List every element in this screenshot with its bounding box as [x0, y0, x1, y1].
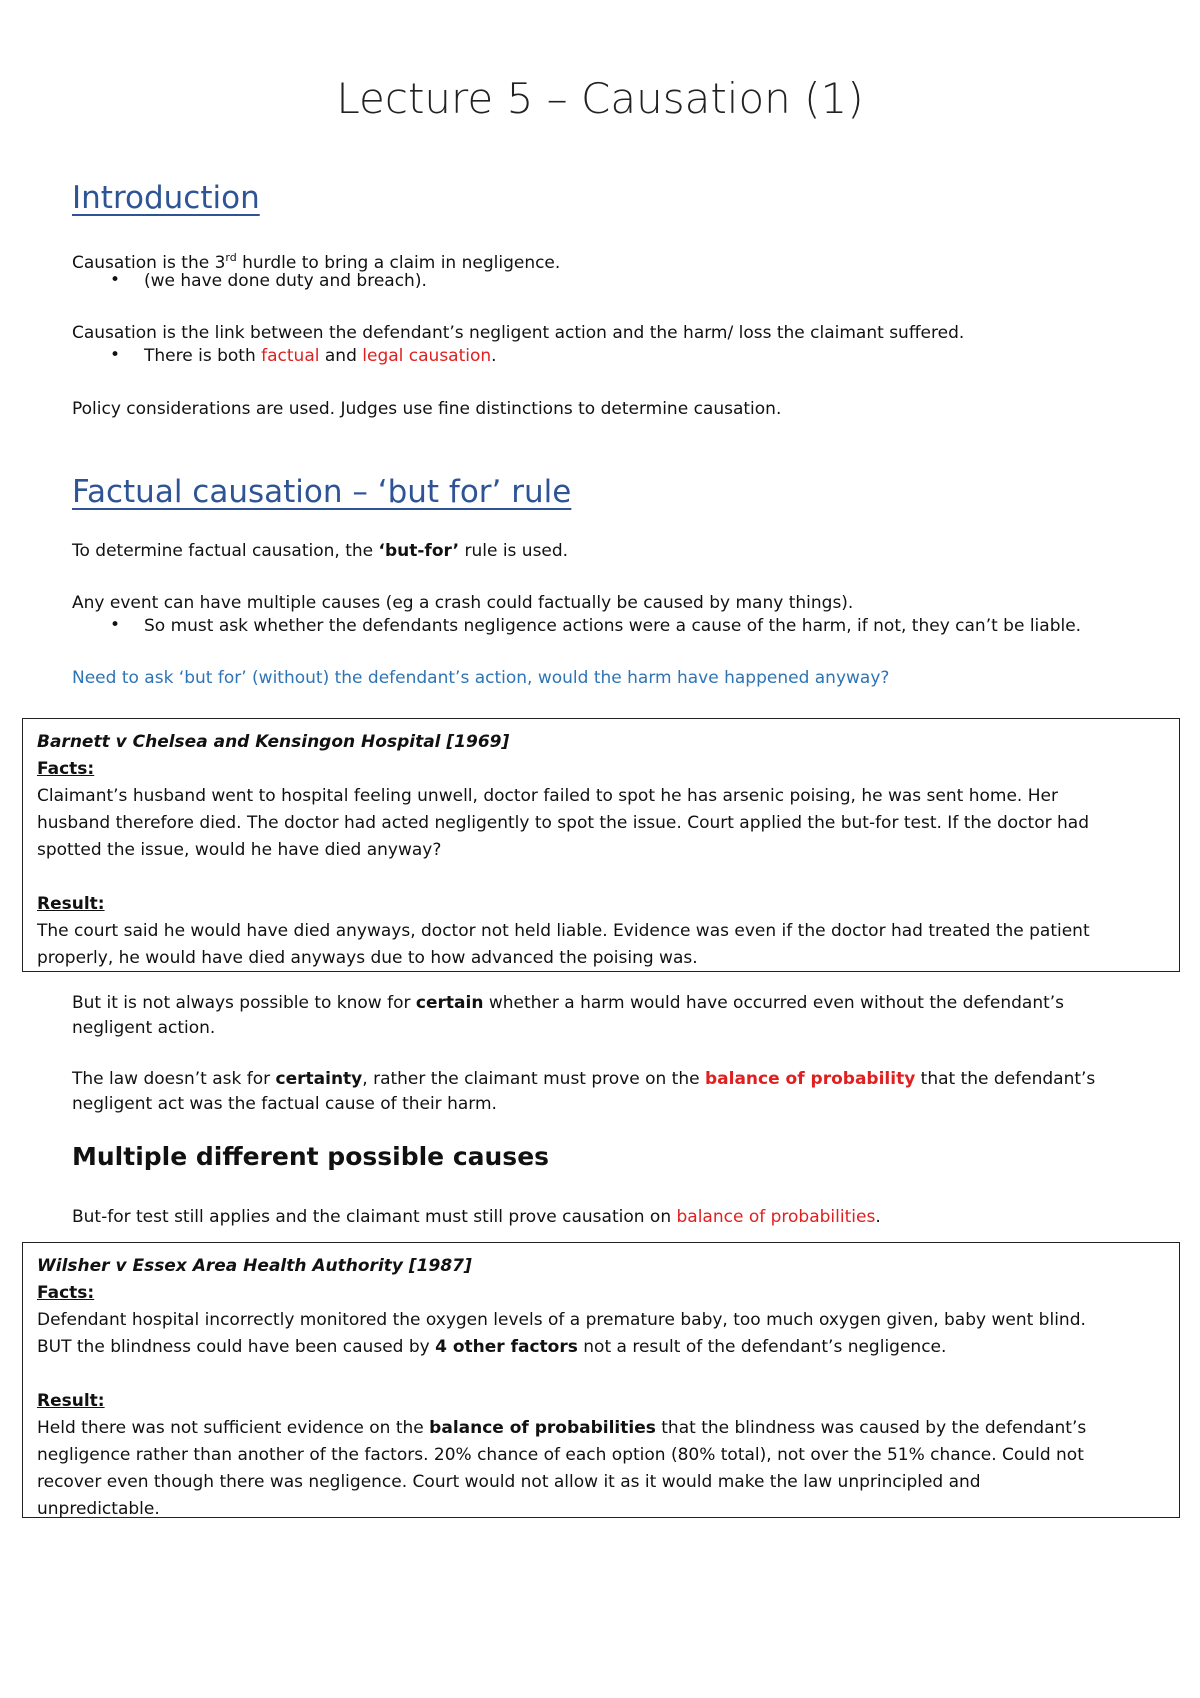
result-line: recover even though there was negligence. Court would not allow it as it would make the law unprincipled and [37, 1472, 981, 1492]
case-box-barnett [22, 718, 1180, 972]
multiple-paragraph-1: But-for test still applies and the claimant must still prove causation on balance of probabilities. [72, 1207, 881, 1227]
factual-paragraph-1: To determine factual causation, the ‘but-for’ rule is used. [72, 541, 569, 561]
result-line: negligence rather than another of the factors. 20% chance of each option (80% total), not over the 51% chance. Could not [37, 1445, 1084, 1465]
result-line: unpredictable. [37, 1499, 160, 1519]
heading-factual-causation: Factual causation – ‘but for’ rule [72, 474, 572, 510]
result-line: properly, he would have died anyways due to how advanced the poising was. [37, 948, 698, 968]
intro-paragraph-2: Causation is the link between the defendant’s negligent action and the harm/ loss the claimant suffered. [72, 323, 965, 343]
intro-bullet-1: (we have done duty and breach). [144, 271, 427, 291]
bullet-icon: • [110, 345, 121, 365]
facts-label: Facts: [37, 759, 95, 779]
factual-question: Need to ask ‘but for’ (without) the defendant’s action, would the harm have happened anyway? [72, 668, 890, 688]
facts-label: Facts: [37, 1283, 95, 1303]
bullet-icon: • [110, 615, 121, 635]
intro-paragraph-3: Policy considerations are used. Judges use fine distinctions to determine causation. [72, 399, 782, 419]
case-box-wilsher [22, 1242, 1180, 1518]
facts-line: husband therefore died. The doctor had acted negligently to spot the issue. Court applied the but-for test. If the doctor had [37, 813, 1089, 833]
intro-paragraph-1: Causation is the 3rd hurdle to bring a claim in negligence. [72, 251, 561, 273]
intro-bullet-2: There is both factual and legal causation. [144, 346, 497, 366]
result-label: Result: [37, 1391, 105, 1411]
result-label: Result: [37, 894, 105, 914]
result-line: The court said he would have died anyways, doctor not held liable. Evidence was even if the doctor had treated the patient [37, 921, 1090, 941]
certainty-paragraph-1: But it is not always possible to know for certain whether a harm would have occurred even without the defendant’s [72, 993, 1065, 1013]
facts-line: Claimant’s husband went to hospital feeling unwell, doctor failed to spot he has arsenic poising, he was sent home. Her [37, 786, 1058, 806]
certainty-paragraph-2-line-2: negligent act was the factual cause of their harm. [72, 1094, 497, 1114]
factual-paragraph-2: Any event can have multiple causes (eg a crash could factually be caused by many things). [72, 593, 854, 613]
case-title: Wilsher v Essex Area Health Authority [1987] [37, 1256, 472, 1276]
result-line: Held there was not sufficient evidence on the balance of probabilities that the blindness was caused by the defendant’s [37, 1418, 1087, 1438]
facts-line: Defendant hospital incorrectly monitored the oxygen levels of a premature baby, too much oxygen given, baby went blind. [37, 1310, 1086, 1330]
bullet-icon: • [110, 270, 121, 290]
facts-line: BUT the blindness could have been caused by 4 other factors not a result of the defendant’s negligence. [37, 1337, 947, 1357]
page-title: Lecture 5 – Causation (1) [336, 74, 864, 123]
case-title: Barnett v Chelsea and Kensingon Hospital [1969] [37, 732, 510, 752]
heading-introduction: Introduction [72, 180, 260, 216]
factual-bullet-1: So must ask whether the defendants negligence actions were a cause of the harm, if not, they can’t be liable. [144, 616, 1082, 636]
certainty-paragraph-1-line-2: negligent action. [72, 1018, 216, 1038]
heading-multiple-causes: Multiple different possible causes [72, 1142, 550, 1171]
facts-line: spotted the issue, would he have died anyway? [37, 840, 442, 860]
certainty-paragraph-2: The law doesn’t ask for certainty, rather the claimant must prove on the balance of probability that the defendant’s [72, 1069, 1096, 1089]
